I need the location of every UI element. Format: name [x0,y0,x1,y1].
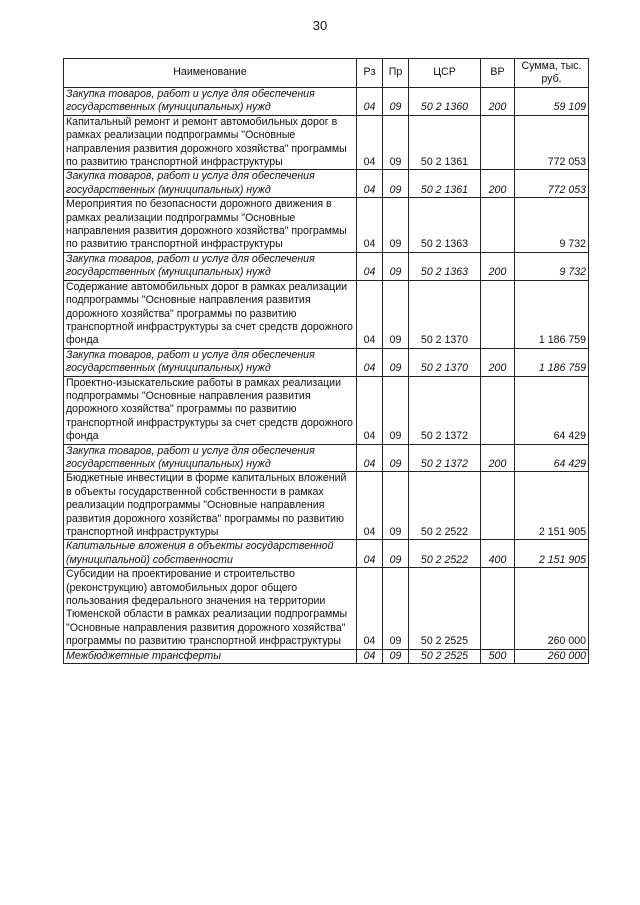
row-csr: 50 2 1363 [409,252,481,280]
row-rz: 04 [357,198,383,253]
row-pr: 09 [383,198,409,253]
row-csr: 50 2 1363 [409,198,481,253]
row-name: Закупка товаров, работ и услуг для обеспечения государственных (муниципальных) нужд [64,348,357,376]
row-sum: 1 186 759 [515,348,589,376]
row-sum: 9 732 [515,198,589,253]
row-pr: 09 [383,568,409,649]
row-csr: 50 2 1372 [409,444,481,472]
header-pr: Пр [383,59,409,88]
row-sum: 2 151 905 [515,540,589,568]
row-name: Закупка товаров, работ и услуг для обеспечения государственных (муниципальных) нужд [64,252,357,280]
row-csr: 50 2 2525 [409,568,481,649]
row-rz: 04 [357,88,383,116]
row-name: Содержание автомобильных дорог в рамках реализации подпрограммы "Основные направления развития дорожного хозяйства" программы по развитию транспортной инфраструктуры за счет средств дорожного фонда [64,280,357,348]
row-rz: 04 [357,649,383,663]
row-sum: 64 429 [515,376,589,444]
row-vr: 200 [481,444,515,472]
row-sum: 260 000 [515,568,589,649]
row-vr: 400 [481,540,515,568]
row-name: Субсидии на проектирование и строительство (реконструкцию) автомобильных дорог общего пользования федерального значения на территории Тюменской области в рамках реализации подпрограммы "Основные направления развития дорожного хозяйства" программы по развитию транспортной инфраструктуры [64,568,357,649]
row-csr: 50 2 2522 [409,540,481,568]
row-name: Закупка товаров, работ и услуг для обеспечения государственных (муниципальных) нужд [64,444,357,472]
row-name: Мероприятия по безопасности дорожного движения в рамках реализации подпрограммы "Основные направления развития дорожного хозяйства" программы по развитию транспортной инфраструктуры [64,198,357,253]
row-vr: 200 [481,348,515,376]
row-sum: 772 053 [515,115,589,170]
row-name: Капитальные вложения в объекты государственной (муниципальной) собственности [64,540,357,568]
row-csr: 50 2 2522 [409,472,481,540]
row-csr: 50 2 2525 [409,649,481,663]
row-name: Закупка товаров, работ и услуг для обеспечения государственных (муниципальных) нужд [64,170,357,198]
row-sum: 2 151 905 [515,472,589,540]
table-row [64,568,589,649]
row-rz: 04 [357,540,383,568]
row-rz: 04 [357,568,383,649]
row-csr: 50 2 1361 [409,170,481,198]
row-name: Проектно-изыскательские работы в рамках реализации подпрограммы "Основные направления развития дорожного хозяйства" программы по развитию транспортной инфраструктуры за счет средств дорожного фонда [64,376,357,444]
row-rz: 04 [357,348,383,376]
header-rz: Рз [357,59,383,88]
table-row [64,649,589,663]
row-csr: 50 2 1360 [409,88,481,116]
row-pr: 09 [383,444,409,472]
row-name: Закупка товаров, работ и услуг для обеспечения государственных (муниципальных) нужд [64,88,357,116]
row-rz: 04 [357,444,383,472]
table-row [64,252,589,280]
row-pr: 09 [383,115,409,170]
row-pr: 09 [383,88,409,116]
header-vr: ВР [481,59,515,88]
row-pr: 09 [383,540,409,568]
row-pr: 09 [383,280,409,348]
row-pr: 09 [383,170,409,198]
row-name: Бюджетные инвестиции в форме капитальных вложений в объекты государственной собственности в рамках реализации подпрограммы "Основные направления развития дорожного хозяйства" программы по развитию транспортной инфраструктуры [64,472,357,540]
row-rz: 04 [357,115,383,170]
row-sum: 64 429 [515,444,589,472]
table-row [64,198,589,253]
row-sum: 1 186 759 [515,280,589,348]
table-row [64,472,589,540]
table-row [64,540,589,568]
row-vr [481,568,515,649]
row-sum: 59 109 [515,88,589,116]
row-vr: 200 [481,252,515,280]
row-vr [481,280,515,348]
row-rz: 04 [357,170,383,198]
header-name: Наименование [64,59,357,88]
row-vr [481,472,515,540]
row-pr: 09 [383,376,409,444]
row-pr: 09 [383,649,409,663]
table-header-row [64,59,589,88]
row-csr: 50 2 1361 [409,115,481,170]
row-csr: 50 2 1370 [409,348,481,376]
row-rz: 04 [357,472,383,540]
row-vr: 200 [481,170,515,198]
row-vr: 500 [481,649,515,663]
row-vr: 200 [481,88,515,116]
table-row [64,280,589,348]
table-row [64,115,589,170]
row-rz: 04 [357,376,383,444]
row-name: Межбюджетные трансферты [64,649,357,663]
table-row [64,88,589,116]
budget-table [63,58,589,664]
row-pr: 09 [383,472,409,540]
row-vr [481,198,515,253]
row-pr: 09 [383,348,409,376]
row-rz: 04 [357,252,383,280]
row-csr: 50 2 1370 [409,280,481,348]
row-vr [481,115,515,170]
table-row [64,348,589,376]
row-sum: 260 000 [515,649,589,663]
header-sum: Сумма, тыс. руб. [515,59,589,88]
row-vr [481,376,515,444]
table-row [64,170,589,198]
row-sum: 9 732 [515,252,589,280]
table-row [64,444,589,472]
row-csr: 50 2 1372 [409,376,481,444]
page-number: 30 [312,18,328,33]
row-pr: 09 [383,252,409,280]
row-rz: 04 [357,280,383,348]
row-name: Капитальный ремонт и ремонт автомобильных дорог в рамках реализации подпрограммы "Основные направления развития дорожного хозяйства" программы по развитию транспортной инфраструктуры [64,115,357,170]
header-csr: ЦСР [409,59,481,88]
row-sum: 772 053 [515,170,589,198]
table-row [64,376,589,444]
